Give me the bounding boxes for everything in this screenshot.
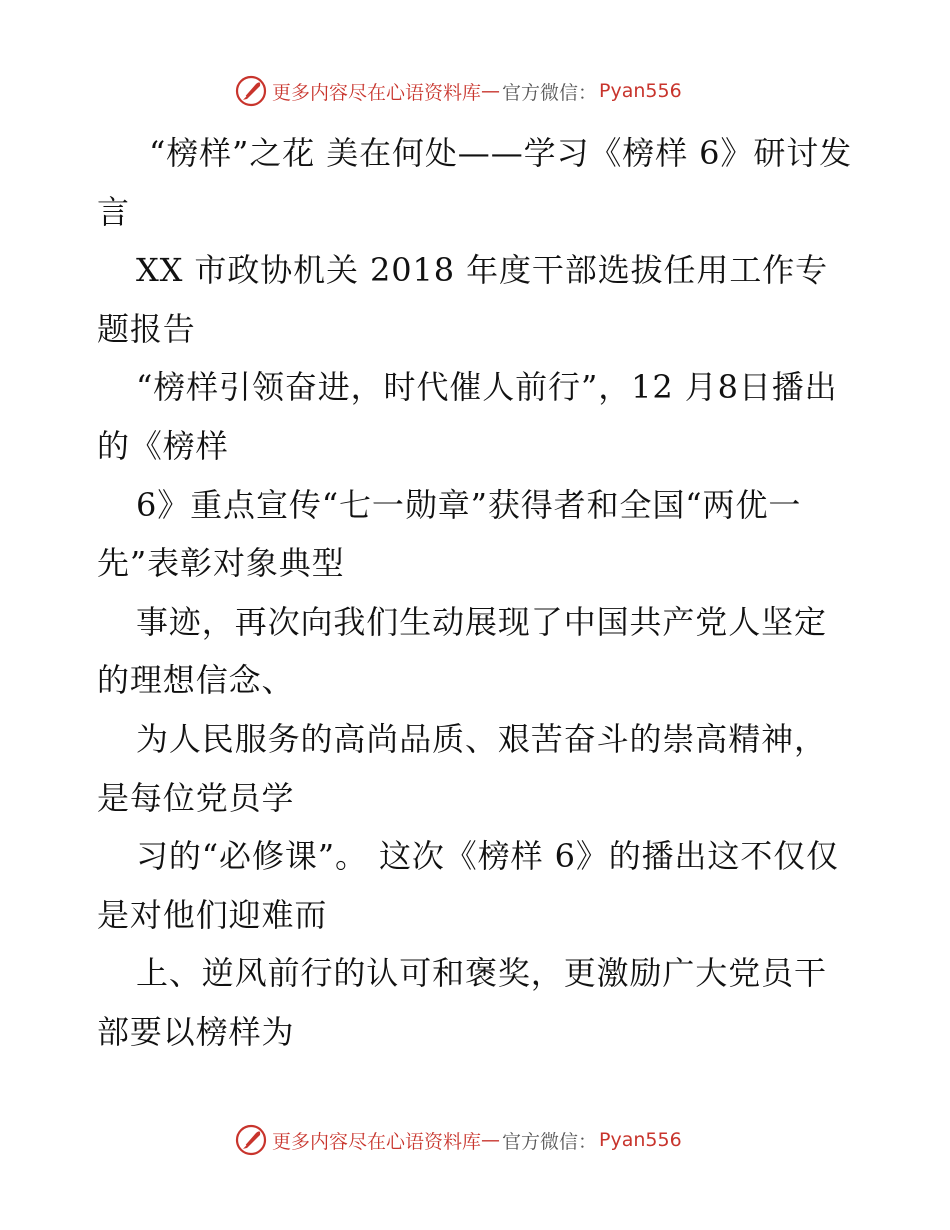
document-paragraph: “榜样引领奋进，时代催人前行”，12 月8日播出的《榜样 (97, 368, 838, 465)
document-paragraph: 6》重点宣传“七一勋章”获得者和全国“两优一先”表彰对象典型 (97, 485, 802, 583)
document-paragraph: 为人民服务的高尚品质、艰苦奋斗的崇高精神，是每位党员学 (97, 719, 827, 817)
watermark-promo-text: 更多内容尽在心语资料库 (272, 81, 482, 104)
footer-watermark (234, 1123, 682, 1157)
watermark-wechat-id: Pyan556 (599, 1129, 682, 1151)
quill-pen-circle-icon (234, 1123, 268, 1157)
watermark-separator: — (481, 80, 501, 102)
document-title: “榜样”之花 美在何处——学习《榜样 6》研讨发言 (97, 134, 853, 231)
document-paragraph: 事迹，再次向我们生动展现了中国共产党人坚定的理想信念、 (97, 602, 827, 700)
quill-pen-circle-icon (234, 74, 268, 108)
watermark-label: 官方微信： (502, 1130, 598, 1153)
header-watermark (234, 74, 682, 108)
watermark-separator: — (481, 1129, 501, 1151)
watermark-label: 官方微信： (502, 81, 598, 104)
document-paragraph: 上、逆风前行的认可和褒奖，更激励广大党员干部要以榜样为 (97, 954, 827, 1051)
document-paragraph: XX 市政协机关 2018 年度干部选拔任用工作专题报告 (97, 251, 829, 348)
document-body (97, 124, 857, 1062)
document-paragraph: 习的“必修课”。 这次《榜样 6》的播出这不仅仅是对他们迎难而 (97, 837, 840, 934)
watermark-wechat-id: Pyan556 (599, 80, 682, 102)
watermark-promo-text: 更多内容尽在心语资料库 (272, 1130, 482, 1153)
